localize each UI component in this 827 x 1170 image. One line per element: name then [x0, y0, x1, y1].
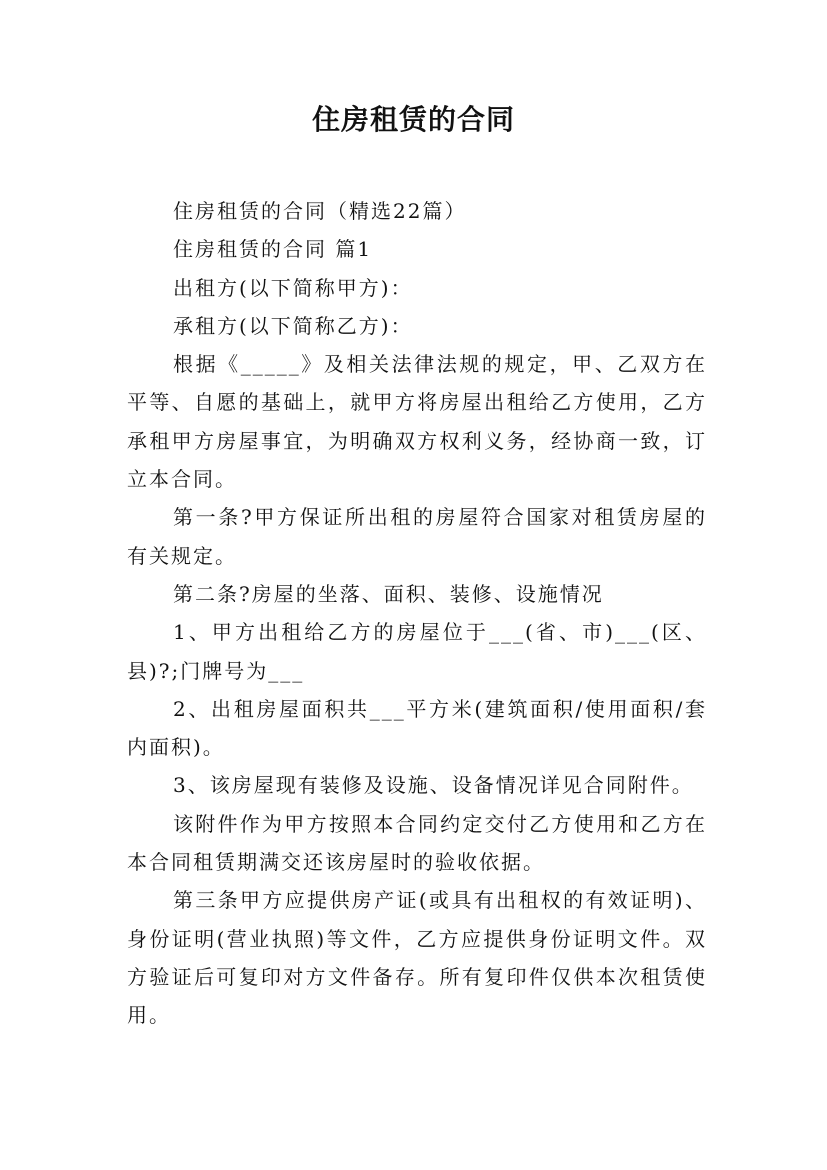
paragraph-article-2-item-3: 3、该房屋现有装修及设施、设备情况详见合同附件。	[173, 773, 694, 798]
paragraph-lessee: 承租方(以下简称乙方)：	[173, 313, 413, 338]
paragraph-article-1: 第一条?甲方保证所出租的房屋符合国家对租赁房屋的有关规定。	[127, 505, 707, 568]
paragraph-annex-note: 该附件作为甲方按照本合同约定交付乙方使用和乙方在本合同租赁期满交还该房屋时的验收依据。	[127, 811, 707, 875]
paragraph-article-2-heading: 第二条?房屋的坐落、面积、装修、设施情况	[173, 581, 604, 606]
paragraph-section-heading: 住房租赁的合同 篇1	[173, 237, 373, 262]
paragraph-article-2-item-2: 2、出租房屋面积共___平方米(建筑面积/使用面积/套内面积)。	[127, 696, 707, 760]
document-title: 住房租赁的合同	[311, 103, 515, 136]
document-body	[127, 192, 707, 1035]
paragraph-subtitle: 住房租赁的合同（精选22篇）	[173, 199, 467, 223]
paragraph-article-2-item-1: 1、甲方出租给乙方的房屋位于___(省、市)___(区、县)?;门牌号为___	[127, 620, 707, 683]
paragraph-article-3: 第三条甲方应提供房产证(或具有出租权的有效证明)、身份证明(营业执照)等文件，乙方应提供身份证明文件。双方验证后可复印对方文件备存。所有复印件仅供本次租赁使用。	[127, 888, 707, 1028]
paragraph-preamble: 根据《_____》及相关法律法规的规定，甲、乙双方在平等、自愿的基础上，就甲方将房屋出租给乙方使用，乙方承租甲方房屋事宜，为明确双方权利义务，经协商一致，订立本合同。	[127, 352, 707, 492]
paragraph-lessor: 出租方(以下简称甲方)：	[173, 275, 413, 300]
